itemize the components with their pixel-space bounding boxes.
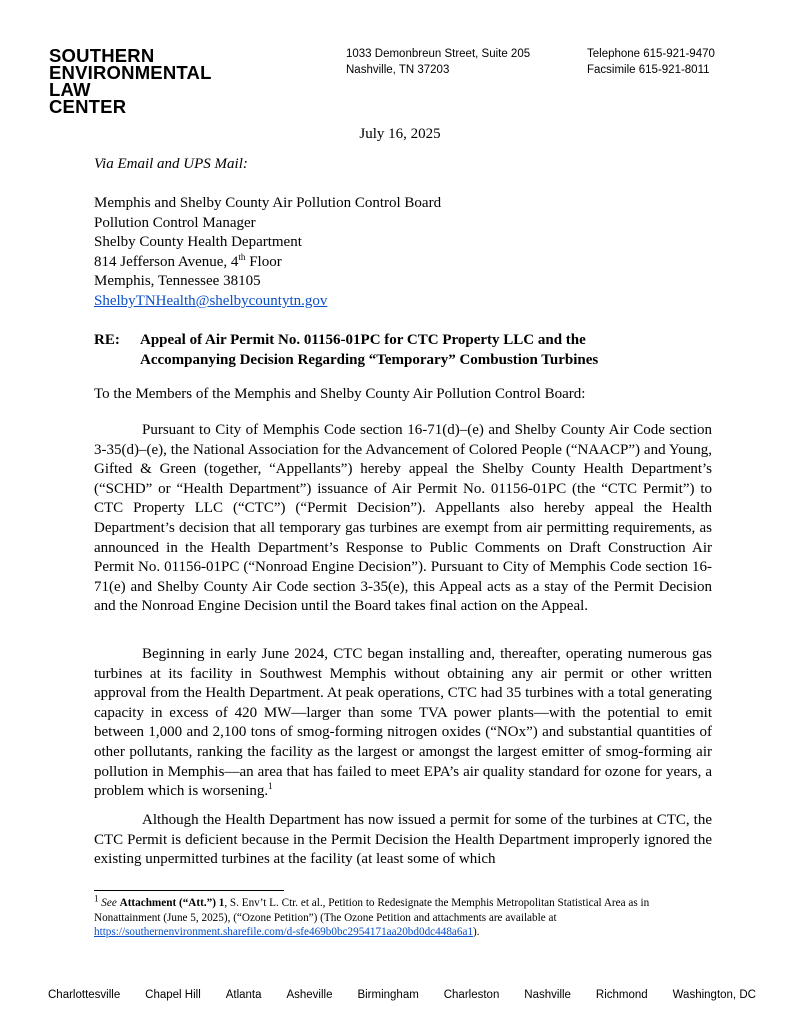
office-location: Atlanta	[225, 989, 262, 1001]
recipient-line: Shelby County Health Department	[94, 234, 302, 251]
office-location: Charlottesville	[48, 989, 121, 1001]
office-location: Nashville	[524, 989, 571, 1001]
subject-text: Accompanying Decision Regarding “Temporary” Combustion Turbines	[140, 351, 599, 368]
footnote-reference[interactable]: 1	[268, 781, 273, 792]
office-location: Chapel Hill	[145, 989, 201, 1001]
recipient-address	[94, 253, 441, 273]
office-location: Charleston	[443, 989, 500, 1001]
footnote-see: See	[101, 897, 117, 909]
footnote-number: 1	[94, 893, 99, 904]
logo-line: ENVIRONMENTAL	[49, 62, 212, 83]
floor: Floor	[245, 253, 282, 270]
recipient-line: Pollution Control Manager	[94, 214, 256, 231]
letter-date: July 16, 2025	[359, 126, 441, 142]
subject-text: Appeal of Air Permit No. 01156-01PC for CTC Property LLC and the	[140, 332, 586, 348]
ordinal-suffix: th	[238, 251, 246, 262]
body-paragraph: Pursuant to City of Memphis Code section 16-71(d)–(e) and Shelby County Air Code section 3-35(d)–(e), the National Association for the Advancement of Colored People (“NAACP”) and Young, Gifted & Green (together, “Appellants”) hereby appeal the Shelby County Health Department’s (“SCHD” or “Health Department”) issuance of Air Permit No. 01156-01PC (the “CTC Permit”) to CTC Property LLC (“CTC”) (“Permit Decision”). Appellants also hereby appeal the Health Department’s decision that all temporary gas turbines are exempt from air permitting requirements, as announced in the Health Department’s Response to Public Comments on Draft Construction Air Permit No. 01156-01PC (“Nonroad Engine Decision”). Pursuant to City of Memphis Code section 16-71(e) and Shelby County Air Code section 3-35(e), this Appeal acts as a stay of the Permit Decision and the Nonroad Engine Decision until the Board takes final action on the Appeal.	[94, 422, 712, 615]
logo-line: LAW	[49, 79, 91, 100]
recipient-block	[94, 194, 441, 312]
office-location: Birmingham	[357, 989, 419, 1001]
office-address	[346, 46, 530, 78]
footnote-end: ).	[473, 926, 480, 938]
organization-logo	[49, 47, 212, 115]
paragraph-text: Beginning in early June 2024, CTC began installing and, thereafter, operating numerous gas turbines at its facility in Southwest Memphis without obtaining any air permit or other written approval from the Health Department. At peak operations, CTC had 35 turbines with a total generating capacity in excess of 420 MW—larger than some TVA power plants—with the potential to emit between 1,000 and 2,100 tons of smog-forming nitrogen oxides (“NOx”) and substantial quantities of other pollutants, ranking the facility as the largest or amongst the largest emitter of smog-forming air pollution in Memphis—an area that has failed to meet EPA’s air quality standard for ozone for years, a problem which is worsening.	[94, 646, 712, 800]
footnote-text: , S. Env’t L. Ctr. et al., Petition to Redesignate the Memphis Metropolitan Statistical Area as in Nonattainment (June 5, 2025), (“Ozone Petition”) (The Ozone Petition and attachments are available at	[94, 897, 650, 924]
footnote-attachment: Attachment (“Att.”) 1	[119, 897, 225, 909]
footnote-divider	[94, 890, 284, 891]
address-line: 1033 Demonbreun Street, Suite 205	[346, 48, 531, 60]
office-location: Washington, DC	[672, 989, 756, 1001]
address-line: Nashville, TN 37203	[346, 64, 450, 76]
footnote	[94, 893, 712, 940]
telephone: Telephone 615-921-9470	[587, 48, 715, 60]
delivery-method: Via Email and UPS Mail:	[94, 156, 248, 172]
recipient-line: Memphis, Tennessee 38105	[94, 273, 261, 290]
recipient-email-link[interactable]: ShelbyTNHealth@shelbycountytn.gov	[94, 292, 328, 309]
recipient-line: Memphis and Shelby County Air Pollution Control Board	[94, 195, 442, 211]
re-label: RE:	[94, 332, 120, 348]
body-paragraph	[94, 645, 712, 802]
facsimile: Facsimile 615-921-8011	[587, 64, 710, 76]
office-locations-footer	[48, 989, 756, 1001]
salutation: To the Members of the Memphis and Shelby County Air Pollution Control Board:	[94, 386, 586, 402]
contact-numbers	[587, 46, 715, 78]
body-paragraph: Although the Health Department has now issued a permit for some of the turbines at CTC, the CTC Permit is deficient because in the Permit Decision the Health Department improperly ignored the existing unpermitted turbines at the facility (at least some of which	[94, 812, 712, 868]
logo-line: SOUTHERN	[49, 45, 155, 66]
street: 814 Jefferson Avenue, 4	[94, 253, 239, 270]
subject-line	[94, 331, 598, 370]
logo-line: CENTER	[49, 96, 127, 117]
sharefile-link[interactable]: https://southernenvironment.sharefile.com/d-sfe469b0bc2954171aa20bd0dc448a6a1	[94, 926, 474, 938]
office-location: Richmond	[595, 989, 648, 1001]
office-location: Asheville	[286, 989, 333, 1001]
